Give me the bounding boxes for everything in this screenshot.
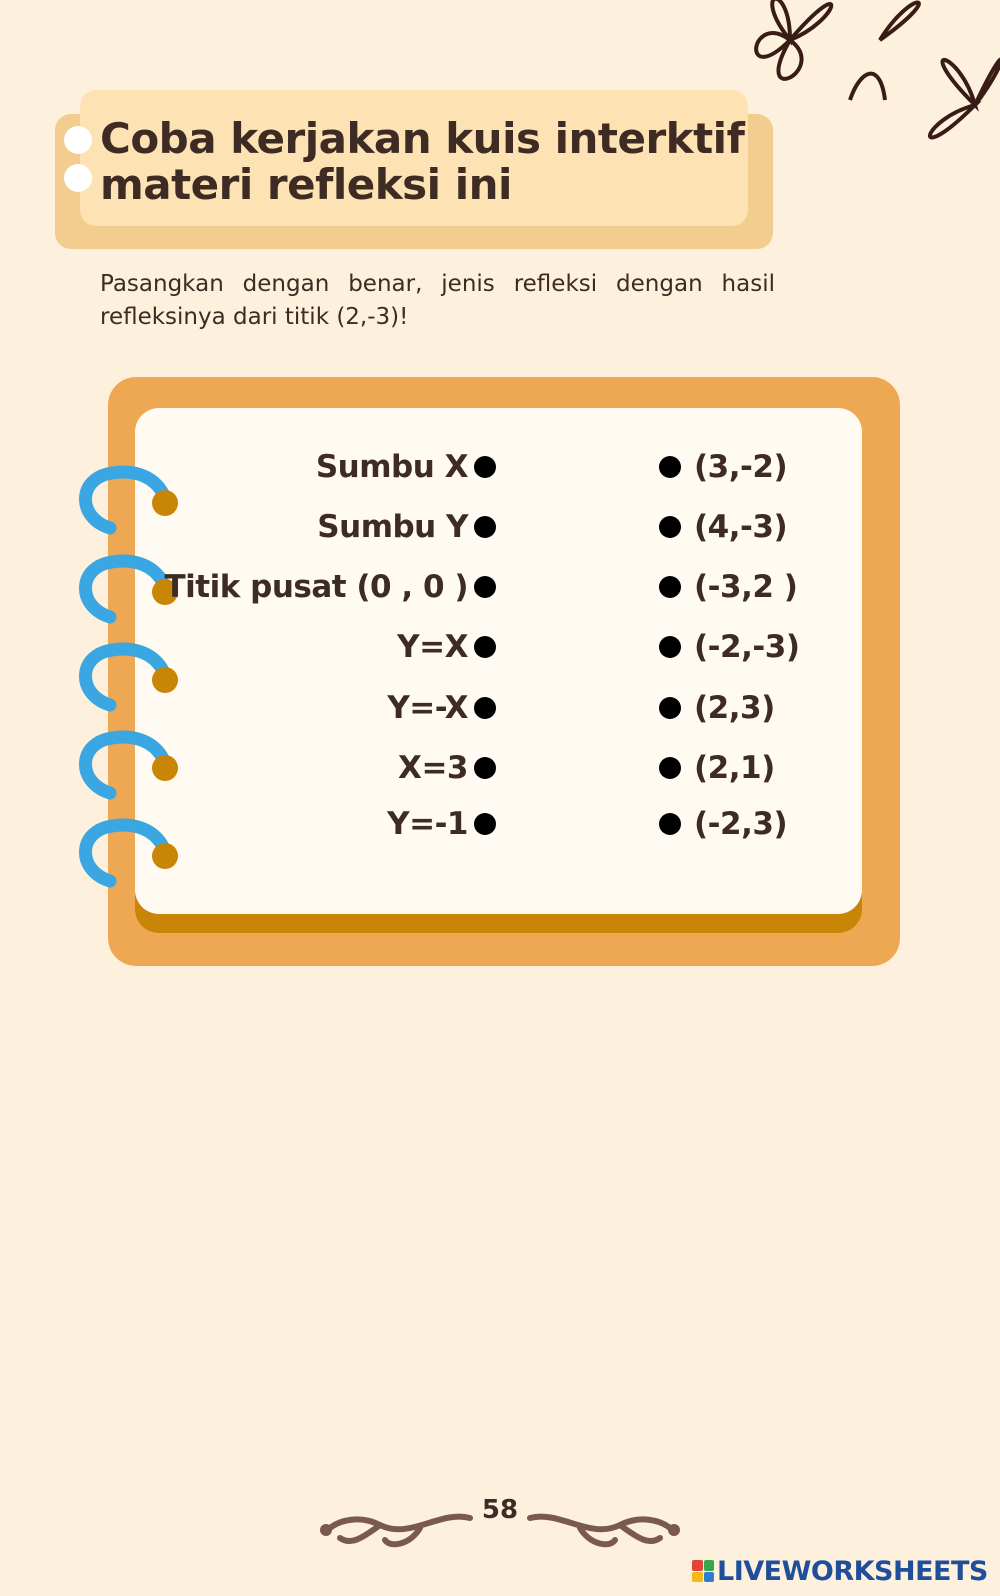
match-left-label: Sumbu Y bbox=[317, 509, 468, 545]
liveworksheets-logo-icon bbox=[692, 1560, 714, 1582]
match-right-label: (2,3) bbox=[694, 690, 775, 726]
spiral-ring-icon bbox=[72, 816, 184, 892]
page-number: 58 bbox=[481, 1495, 519, 1525]
match-right-dot[interactable] bbox=[659, 456, 681, 478]
page-title bbox=[100, 116, 750, 208]
match-left-dot[interactable] bbox=[474, 813, 496, 835]
watermark-text: LIVEWORKSHEETS bbox=[717, 1555, 988, 1587]
match-left-dot[interactable] bbox=[474, 576, 496, 598]
match-right-label: (-2,3) bbox=[694, 806, 788, 842]
match-right-dot[interactable] bbox=[659, 576, 681, 598]
match-left-dot[interactable] bbox=[474, 456, 496, 478]
match-right-label: (-3,2 ) bbox=[694, 569, 798, 605]
match-right-label: (4,-3) bbox=[694, 509, 788, 545]
match-right-label: (2,1) bbox=[694, 750, 775, 786]
match-left-dot[interactable] bbox=[474, 516, 496, 538]
match-left-label: Titik pusat (0 , 0 ) bbox=[164, 569, 468, 605]
match-left-dot[interactable] bbox=[474, 636, 496, 658]
match-left-dot[interactable] bbox=[474, 757, 496, 779]
match-right-dot[interactable] bbox=[659, 697, 681, 719]
bullet-dot-icon bbox=[64, 164, 92, 192]
match-left-label: Y=-X bbox=[387, 690, 468, 726]
title-line-2: materi refleksi ini bbox=[100, 160, 512, 209]
match-left-dot[interactable] bbox=[474, 697, 496, 719]
match-right-label: (3,-2) bbox=[694, 449, 788, 485]
match-right-label: (-2,-3) bbox=[694, 629, 800, 665]
match-left-label: Y=X bbox=[397, 629, 468, 665]
match-left-label: X=3 bbox=[398, 750, 468, 786]
match-right-dot[interactable] bbox=[659, 757, 681, 779]
spiral-ring-icon bbox=[72, 728, 184, 804]
match-right-dot[interactable] bbox=[659, 516, 681, 538]
match-left-label: Y=-1 bbox=[387, 806, 468, 842]
match-left-label: Sumbu X bbox=[315, 449, 468, 485]
match-right-dot[interactable] bbox=[659, 813, 681, 835]
spiral-ring-icon bbox=[72, 463, 184, 539]
spiral-ring-icon bbox=[72, 640, 184, 716]
match-right-dot[interactable] bbox=[659, 636, 681, 658]
bullet-dot-icon bbox=[64, 126, 92, 154]
instruction-text: Pasangkan dengan benar, jenis refleksi dengan hasil refleksinya dari titik (2,-3)! bbox=[100, 271, 775, 330]
title-line-1: Coba kerjakan kuis interktif bbox=[100, 114, 745, 163]
liveworksheets-logo bbox=[692, 1554, 988, 1588]
